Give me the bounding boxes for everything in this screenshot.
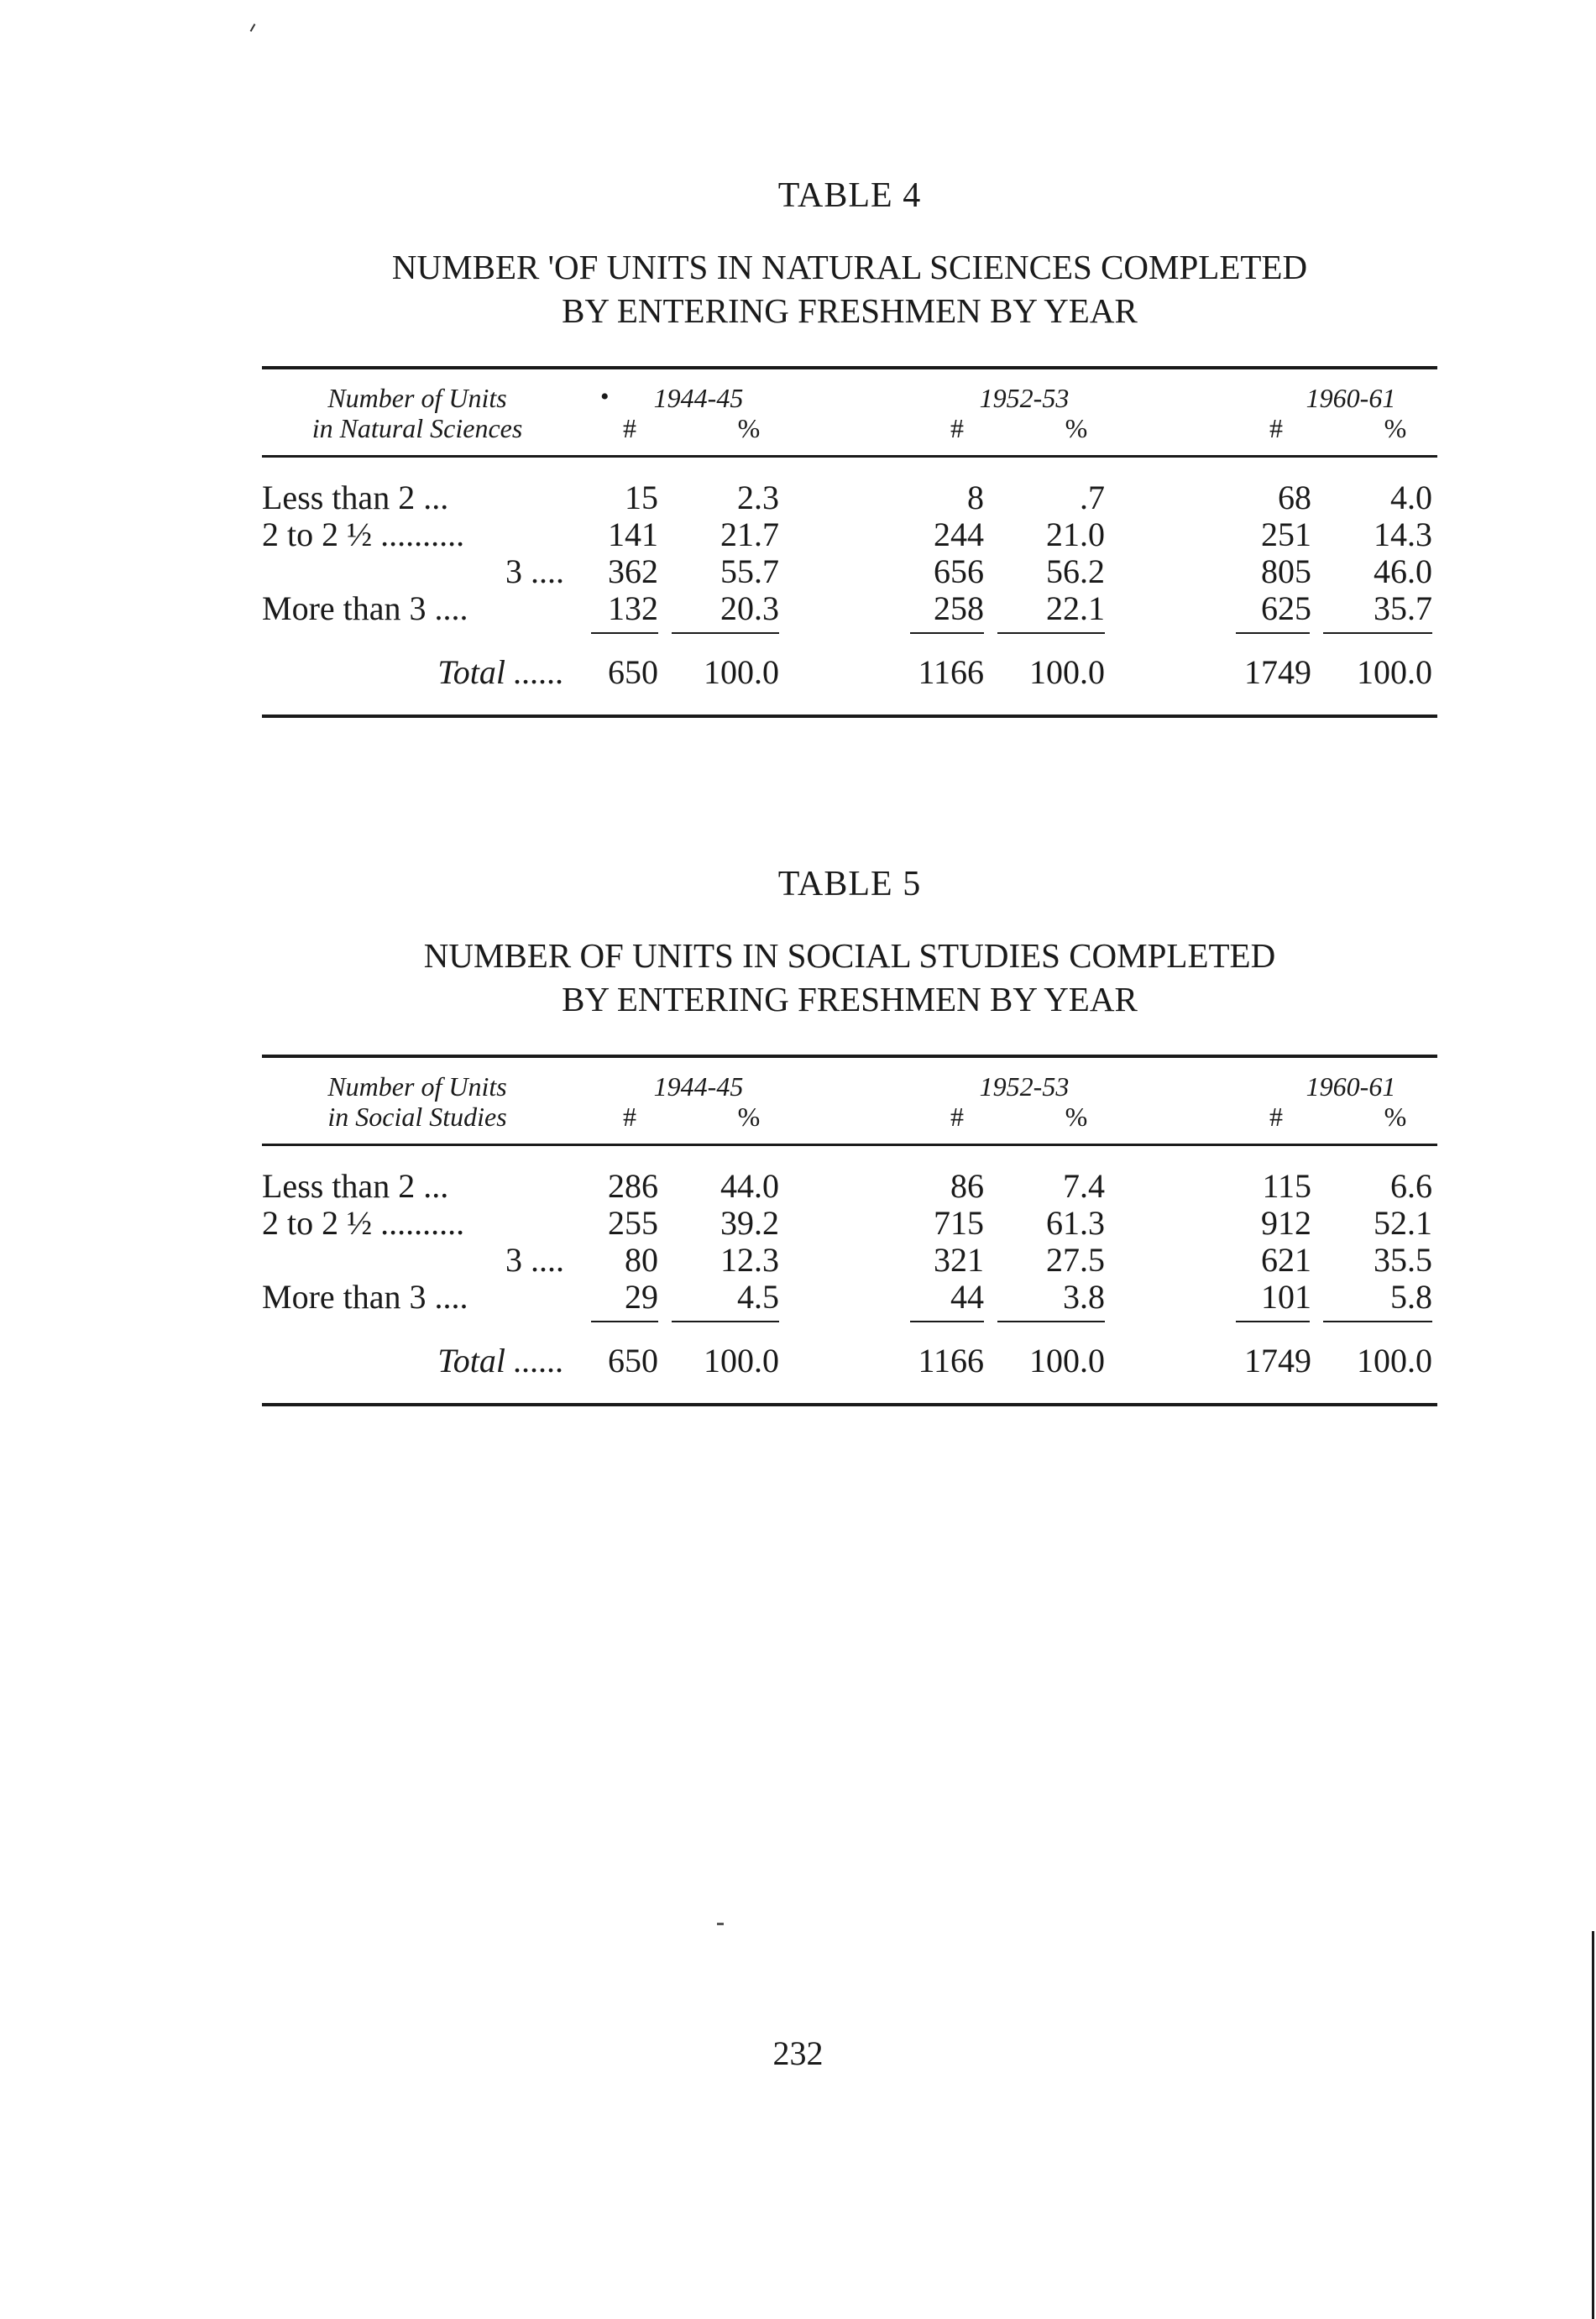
table-4-header — [262, 369, 1437, 455]
table-5-label: TABLE 5 — [777, 865, 922, 903]
table-row — [262, 1168, 1437, 1205]
row-label: 2 to 2 ½ .......... — [262, 516, 465, 553]
year-header-1960: 1960-61 — [1306, 383, 1396, 413]
cell-count: 715 — [934, 1204, 984, 1242]
sum-lines — [262, 1316, 1437, 1337]
row-label: More than 3 .... — [262, 589, 468, 627]
cell-count: 362 — [608, 552, 658, 590]
percent-header: % — [737, 413, 761, 443]
total-label: Total ...... — [437, 653, 564, 691]
cell-count: 8 — [967, 479, 984, 516]
cell-count: 44 — [950, 1278, 984, 1316]
sum-line — [1323, 632, 1432, 634]
table-5-title-line-1: NUMBER OF UNITS IN SOCIAL STUDIES COMPLETED — [423, 936, 1276, 975]
count-header: # — [623, 413, 636, 443]
bottom-rule — [262, 715, 1437, 718]
cell-count: 258 — [934, 589, 984, 627]
cell-count: 29 — [625, 1278, 658, 1316]
total-row — [262, 1337, 1437, 1385]
cell-count: 244 — [934, 516, 984, 553]
table-5-header — [262, 1058, 1437, 1144]
table-row — [262, 479, 1437, 516]
header-bullet: • — [600, 383, 610, 411]
table-4-title — [262, 245, 1437, 332]
cell-count: 321 — [934, 1241, 984, 1279]
cell-count: 255 — [608, 1204, 658, 1242]
cell-count: 141 — [608, 516, 658, 553]
page-number: 232 — [772, 2034, 824, 2072]
sum-line — [672, 632, 779, 634]
cell-percent: 61.3 — [1046, 1204, 1105, 1242]
row-label: 2 to 2 ½ .......... — [262, 1204, 465, 1242]
cell-count: 912 — [1261, 1204, 1311, 1242]
cell-percent: 12.3 — [720, 1241, 779, 1279]
sum-line — [997, 1321, 1105, 1322]
sum-line — [672, 1321, 779, 1322]
total-count: 1749 — [1244, 1342, 1311, 1379]
cell-count: 68 — [1278, 479, 1311, 516]
total-percent: 100.0 — [704, 1342, 779, 1379]
sum-line — [997, 632, 1105, 634]
table-row — [262, 516, 1437, 553]
count-header: # — [1269, 413, 1283, 443]
year-header-1960: 1960-61 — [1306, 1071, 1396, 1102]
cell-percent: 39.2 — [720, 1204, 779, 1242]
cell-percent: 52.1 — [1374, 1204, 1432, 1242]
table-4-block — [262, 178, 1437, 718]
cell-count: 286 — [608, 1167, 658, 1205]
cell-count: 621 — [1261, 1241, 1311, 1279]
count-header: # — [950, 1102, 964, 1132]
cell-count: 251 — [1261, 516, 1311, 553]
sum-line — [910, 632, 984, 634]
cell-percent: 22.1 — [1046, 589, 1105, 627]
cell-percent: 55.7 — [720, 552, 779, 590]
table-row — [262, 553, 1437, 590]
table-row — [262, 1279, 1437, 1316]
cell-count: 625 — [1261, 589, 1311, 627]
sum-line — [1323, 1321, 1432, 1322]
cell-percent: 27.5 — [1046, 1241, 1105, 1279]
cell-percent: 46.0 — [1374, 552, 1432, 590]
table-row — [262, 1242, 1437, 1279]
sum-line — [910, 1321, 984, 1322]
table-5-block — [262, 866, 1437, 1406]
percent-header: % — [1384, 413, 1407, 443]
row-label: 3 .... — [505, 552, 564, 590]
sum-lines — [262, 627, 1437, 649]
year-header-1944: 1944-45 — [653, 1071, 744, 1102]
cell-percent: 2.3 — [737, 479, 779, 516]
cell-percent: 20.3 — [720, 589, 779, 627]
cell-count: 80 — [625, 1241, 658, 1279]
row-label: Less than 2 ... — [262, 1167, 449, 1205]
bottom-rule — [262, 1403, 1437, 1406]
row-label: Less than 2 ... — [262, 479, 449, 516]
stub-header-line-2: in Social Studies — [327, 1102, 507, 1132]
year-header-1944: 1944-45 — [653, 383, 744, 413]
total-row — [262, 649, 1437, 696]
cell-percent: 35.7 — [1374, 589, 1432, 627]
total-count: 650 — [608, 653, 658, 691]
cell-count: 101 — [1261, 1278, 1311, 1316]
total-count: 650 — [608, 1342, 658, 1379]
table-4-label: TABLE 4 — [777, 176, 922, 215]
cell-count: 805 — [1261, 552, 1311, 590]
percent-header: % — [1065, 413, 1088, 443]
total-percent: 100.0 — [1029, 653, 1105, 691]
total-percent: 100.0 — [704, 653, 779, 691]
sum-line — [591, 1321, 658, 1322]
percent-header: % — [1384, 1102, 1407, 1132]
sum-line — [1236, 632, 1310, 634]
percent-header: % — [1065, 1102, 1088, 1132]
count-header: # — [623, 1102, 636, 1132]
total-count: 1166 — [918, 653, 984, 691]
sum-line — [591, 632, 658, 634]
row-label: More than 3 .... — [262, 1278, 468, 1316]
table-5 — [262, 1055, 1437, 1406]
total-count: 1166 — [918, 1342, 984, 1379]
cell-count: 132 — [608, 589, 658, 627]
cell-count: 115 — [1262, 1167, 1311, 1205]
stub-header-line-1: Number of Units — [327, 383, 507, 413]
table-row — [262, 590, 1437, 627]
year-header-1952: 1952-53 — [979, 383, 1070, 413]
count-header: # — [1269, 1102, 1283, 1132]
stray-speck — [717, 1923, 724, 1925]
total-percent: 100.0 — [1357, 653, 1432, 691]
total-percent: 100.0 — [1357, 1342, 1432, 1379]
table-5-title-line-2: BY ENTERING FRESHMEN BY YEAR — [562, 980, 1138, 1018]
cell-percent: 5.8 — [1390, 1278, 1432, 1316]
total-label: Total ...... — [437, 1342, 564, 1379]
cell-percent: 4.0 — [1390, 479, 1432, 516]
cell-percent: 21.7 — [720, 516, 779, 553]
table-row — [262, 1205, 1437, 1242]
stray-mark — [250, 24, 256, 32]
year-header-1952: 1952-53 — [979, 1071, 1070, 1102]
sum-line — [1236, 1321, 1310, 1322]
cell-percent: .7 — [1080, 479, 1105, 516]
cell-percent: 7.4 — [1063, 1167, 1105, 1205]
stub-header — [262, 383, 573, 443]
cell-percent: 56.2 — [1046, 552, 1105, 590]
scan-edge-line — [1592, 1931, 1594, 2319]
row-label: 3 .... — [505, 1241, 564, 1279]
cell-percent: 44.0 — [720, 1167, 779, 1205]
stub-header — [262, 1071, 573, 1132]
stub-header-line-2: in Natural Sciences — [311, 413, 523, 443]
table-4-body — [262, 458, 1437, 696]
stub-header-line-1: Number of Units — [327, 1071, 507, 1102]
cell-percent: 21.0 — [1046, 516, 1105, 553]
cell-percent: 35.5 — [1374, 1241, 1432, 1279]
cell-percent: 4.5 — [737, 1278, 779, 1316]
table-4-title-line-2: BY ENTERING FRESHMEN BY YEAR — [562, 291, 1138, 330]
cell-count: 15 — [625, 479, 658, 516]
cell-percent: 14.3 — [1374, 516, 1432, 553]
cell-percent: 3.8 — [1063, 1278, 1105, 1316]
cell-percent: 6.6 — [1390, 1167, 1432, 1205]
total-percent: 100.0 — [1029, 1342, 1105, 1379]
cell-count: 86 — [950, 1167, 984, 1205]
table-5-body — [262, 1146, 1437, 1385]
percent-header: % — [737, 1102, 761, 1132]
table-4-title-line-1: NUMBER 'OF UNITS IN NATURAL SCIENCES COMPLETED — [391, 248, 1308, 286]
table-5-title — [262, 934, 1437, 1021]
count-header: # — [950, 413, 964, 443]
cell-count: 656 — [934, 552, 984, 590]
table-4 — [262, 366, 1437, 718]
total-count: 1749 — [1244, 653, 1311, 691]
